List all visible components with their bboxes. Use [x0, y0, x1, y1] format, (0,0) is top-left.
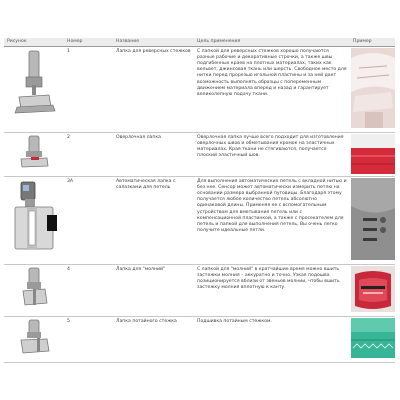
foot-name: Лапка потайного стежка	[113, 317, 194, 363]
example-image-cell	[350, 133, 395, 177]
example-image-cell	[350, 47, 395, 133]
header-number: Номер	[64, 38, 113, 47]
table-row	[4, 265, 395, 317]
table-header-row	[4, 38, 395, 47]
header-name: Название	[113, 38, 194, 47]
reverse-stitch-foot-image	[7, 49, 61, 127]
foot-purpose: С лапкой для "молний" в кратчайшие время можно вшить застежки молния – аккуратно и точно. Узкая подошва позиционируется вблизи от звеньев молнии, чтобы вшить застежку молния вплотную к канту.	[194, 265, 350, 317]
header-picture: Рисунок	[4, 38, 64, 47]
foot-number: 5	[64, 317, 113, 363]
table-row	[4, 177, 395, 265]
reverse-stitch-example-image	[351, 48, 395, 128]
presser-feet-table	[4, 38, 395, 363]
overlock-foot-image	[7, 135, 61, 173]
table-row	[4, 47, 395, 133]
foot-purpose: С лапкой для реверсных стежков хорошо получаются разные рабочие и декоративные строчки, а также швы подгибенных краев на плотных материалах, таких как вельвет, джинсовая ткань или шерсть. Свободное место для нитки перед прорезью игольной пластины и за ней дает возможность выполнять образцы с попеременным движением материала вперед и назад и гарантирует великолепную подачу ткани.	[194, 47, 350, 133]
foot-name: Автоматическая лапка с салазками для петель	[113, 177, 194, 265]
foot-image-cell	[4, 47, 64, 133]
example-image-cell	[350, 265, 395, 317]
zipper-foot-image	[7, 267, 61, 311]
foot-name: Лапка для реверсных стежков	[113, 47, 194, 133]
foot-purpose: Подшивка потайным стежком.	[194, 317, 350, 363]
blind-stitch-foot-image	[7, 319, 61, 359]
overlock-example-image	[351, 134, 395, 174]
foot-number: 4	[64, 265, 113, 317]
foot-image-cell	[4, 265, 64, 317]
foot-image-cell	[4, 317, 64, 363]
zipper-example-image	[351, 266, 395, 312]
foot-name: Лапка для "молний"	[113, 265, 194, 317]
foot-name: Оверлочная лапка	[113, 133, 194, 177]
foot-image-cell	[4, 177, 64, 265]
example-image-cell	[350, 317, 395, 363]
buttonhole-example-image	[351, 178, 395, 260]
table-row	[4, 133, 395, 177]
foot-number: 1	[64, 47, 113, 133]
table-row	[4, 317, 395, 363]
header-example: Пример	[350, 38, 395, 47]
example-image-cell	[350, 177, 395, 265]
foot-number: 3A	[64, 177, 113, 265]
foot-purpose: Для выполнения автоматических петель с вкладной нитью и без нее. Сенсор может автоматически измерить петлю на основании размера выбранной пуговицы. Благодаря этому получается любое количество петель абсолютно одинаковой длины. Применяя ее с вспомогательным устройством для вметывания петель или с компенсационной пластинкой, а также с просекателем для петель и лапкой для выполнения петель, Вы очень легко получите идеальные петли.	[194, 177, 350, 265]
blind-stitch-example-image	[351, 318, 395, 358]
foot-purpose: Оверлочная лапка лучше всего подходит для изготовления оверлочных швов и обметывания кромок на эластичных материалах. Края ткани не стягиваются, получается плоский эластичный шов.	[194, 133, 350, 177]
foot-number: 2	[64, 133, 113, 177]
header-purpose: Цель применения	[194, 38, 350, 47]
buttonhole-foot-image	[7, 179, 61, 259]
foot-image-cell	[4, 133, 64, 177]
